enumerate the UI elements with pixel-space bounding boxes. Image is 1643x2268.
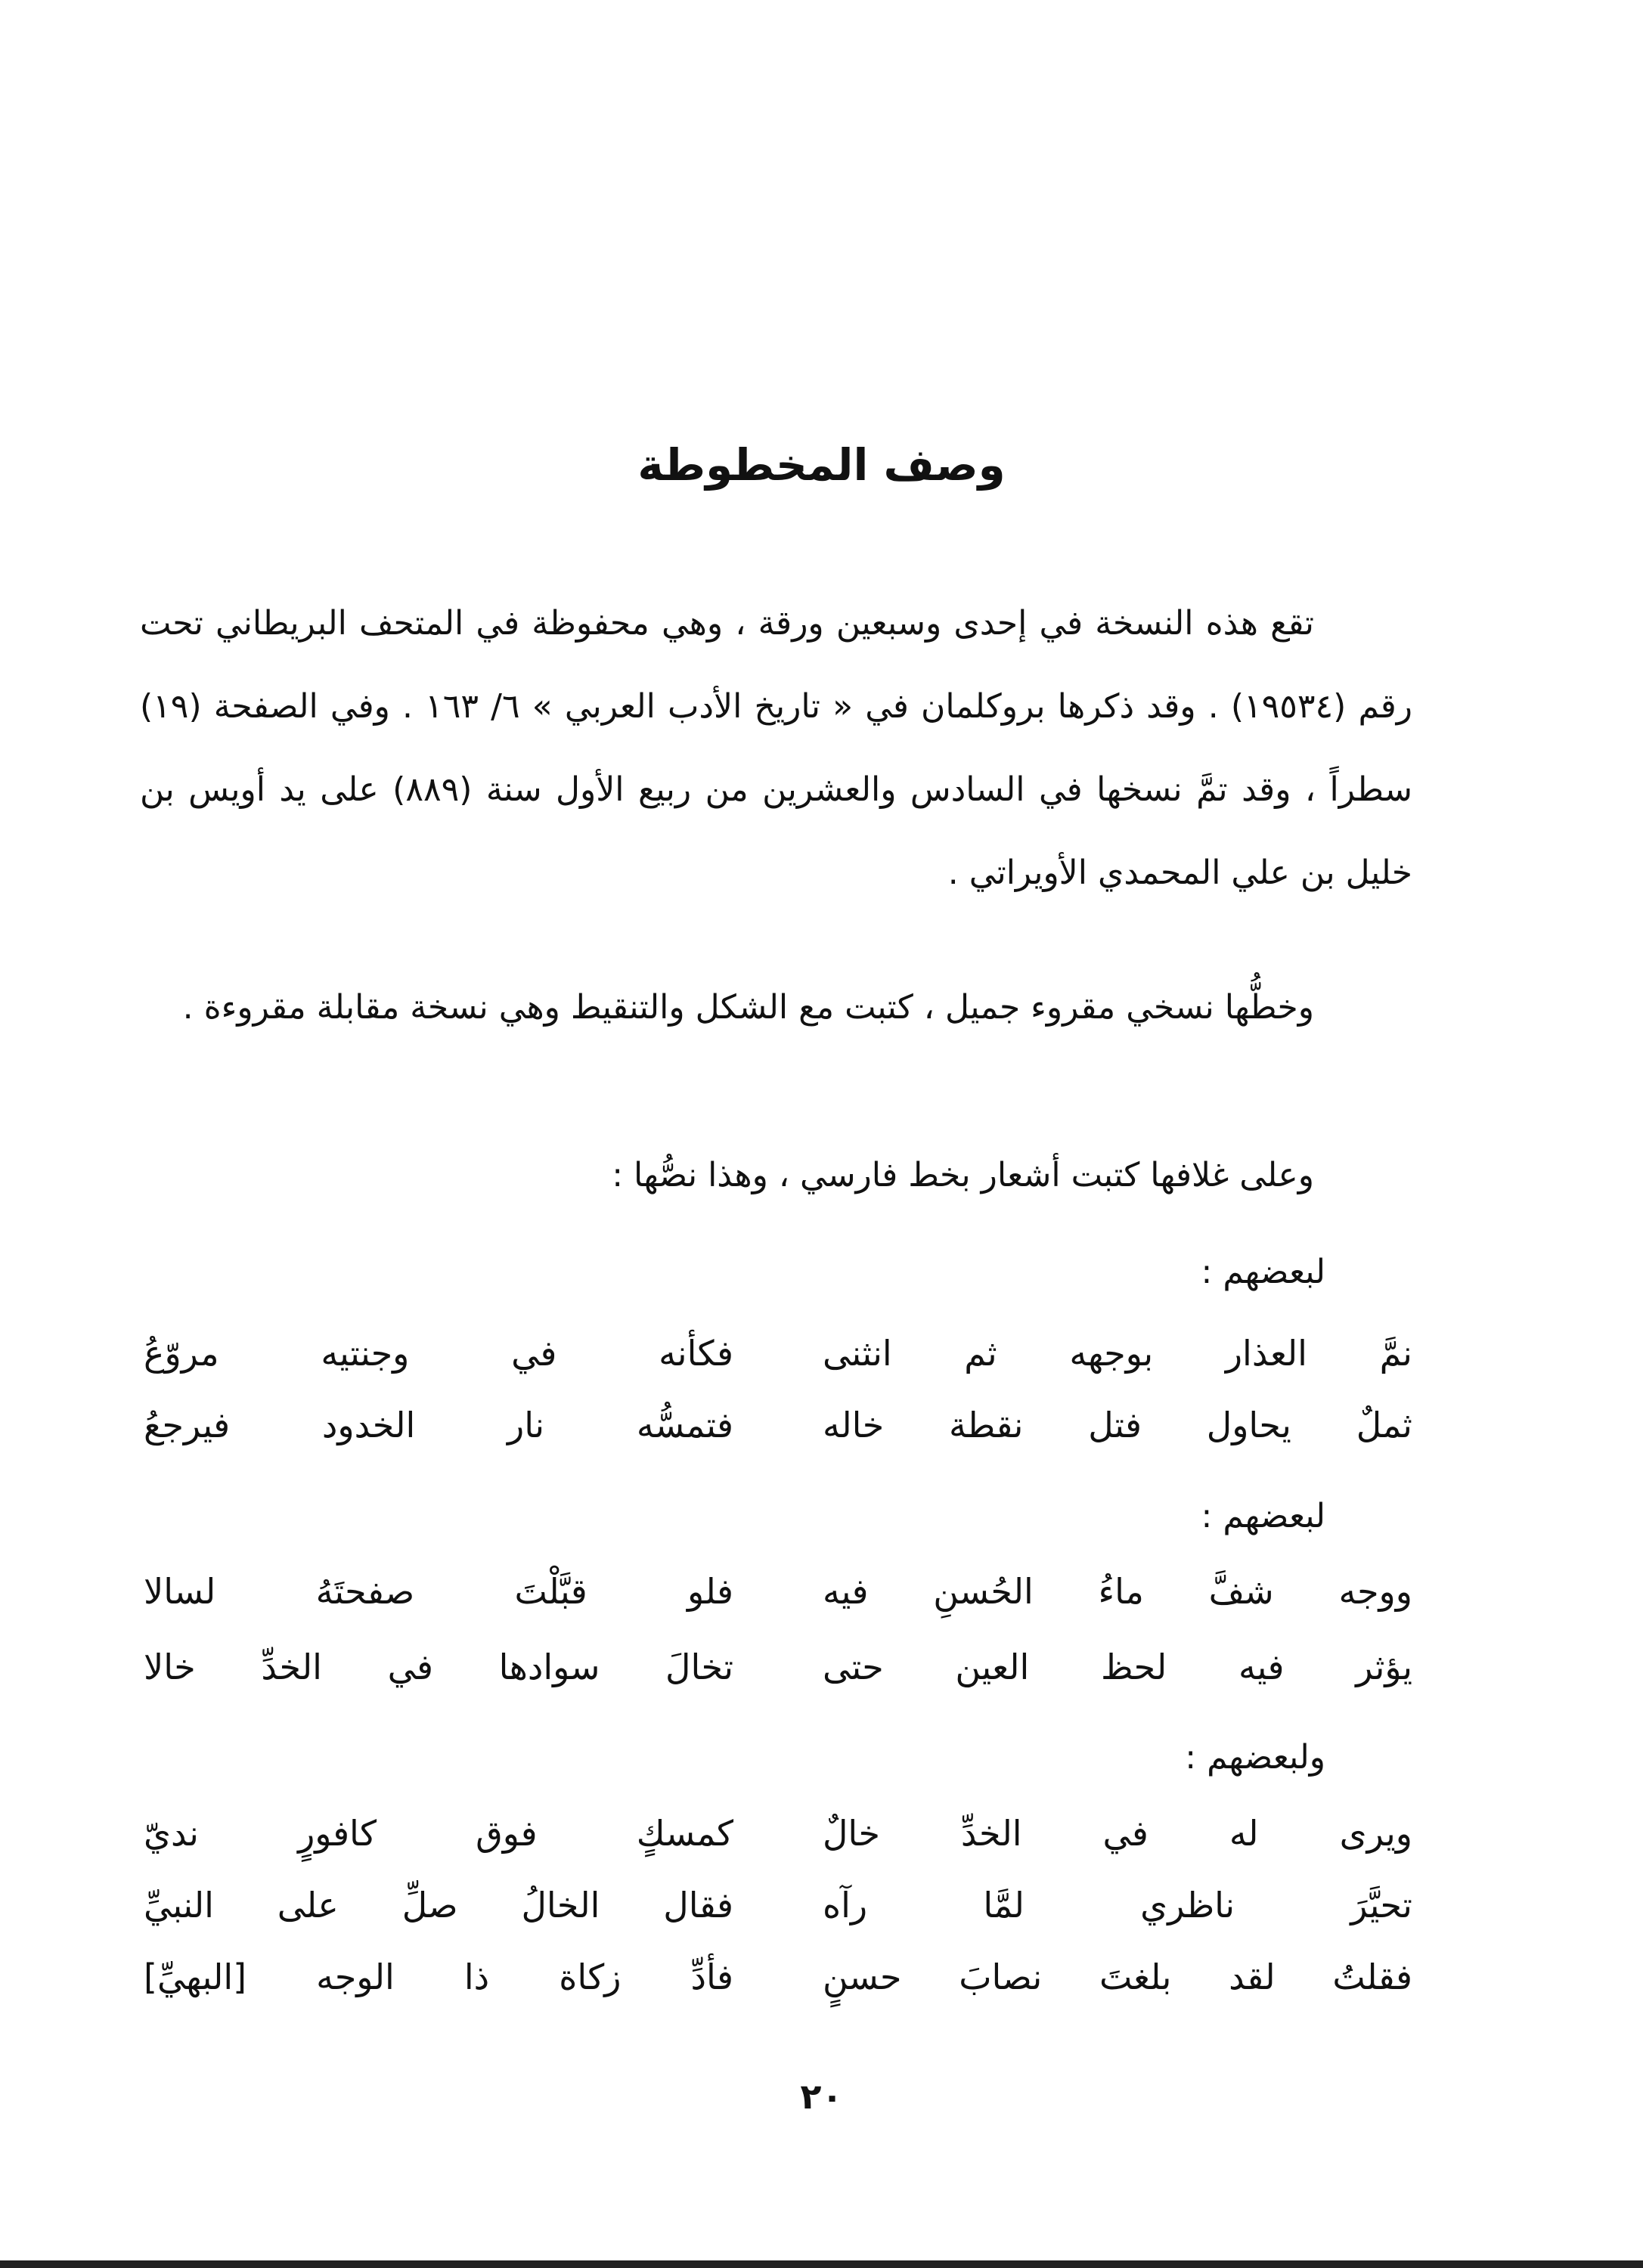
verse-first-hemistich: ووجه شفَّ ماءُ الحُسنِ فيه <box>823 1571 1412 1612</box>
scan-bottom-edge <box>0 2260 1643 2268</box>
verse-first-hemistich: يؤثر فيه لحظ العين حتى <box>823 1647 1412 1687</box>
verse-first-hemistich: نمَّ العذار بوجهه ثم انثنى <box>823 1333 1412 1374</box>
poem-attribution-1: لبعضهم : <box>1201 1253 1325 1291</box>
verse-second-hemistich: فأدِّ زكاة ذا الوجه [البهيِّ] <box>144 1957 733 1997</box>
verse-second-hemistich: فتمسُّه نار الخدود فيرجعُ <box>144 1405 733 1445</box>
verse-line <box>144 1633 1412 1701</box>
verse-first-hemistich: ثملٌ يحاول فتل نقطة خاله <box>823 1405 1412 1445</box>
verse-line <box>144 1943 1412 2011</box>
verse-second-hemistich: تخالَ سوادها في الخدِّ خالا <box>144 1647 733 1687</box>
verse-line <box>144 1557 1412 1625</box>
poem-attribution-3: ولبعضهم : <box>1185 1738 1325 1777</box>
page-number: ٢٠ <box>800 2076 843 2117</box>
verse-second-hemistich: فلو قبَّلْتَ صفحتَهُ لسالا <box>144 1571 733 1612</box>
page-title: وصف المخطوطة <box>637 439 1006 491</box>
verse-second-hemistich: كمسكٍ فوق كافورٍ نديّ <box>144 1813 733 1854</box>
verse-line <box>144 1871 1412 1939</box>
poem-attribution-2: لبعضهم : <box>1201 1497 1325 1535</box>
verse-second-hemistich: فقال الخالُ صلِّ على النبيِّ <box>144 1885 733 1926</box>
verse-line <box>144 1319 1412 1387</box>
verse-second-hemistich: فكأنه في وجنتيه مروّعُ <box>144 1333 733 1374</box>
paragraph-manuscript-location: تقع هذه النسخة في إحدى وسبعين ورقة ، وهي محفوظة في المتحف البريطاني تحت رقم (١٩٥٣٤) . وقد ذكرها بروكلمان في « تاريخ الأدب العربي » ٦/ ١٦٣ . وفي الصفحة (١٩) سطراً ، وقد تمَّ نسخها في السادس والعشرين من ربيع الأول سنة (٨٨٩) على يد أويس بن خليل بن علي المحمدي الأويراتي . <box>140 604 1413 892</box>
verse-first-hemistich: تحيَّرَ ناظري لمَّا رآه <box>823 1885 1412 1926</box>
verse-first-hemistich: فقلتُ لقد بلغتَ نصابَ حسنٍ <box>823 1957 1412 1997</box>
verse-line <box>144 1391 1412 1459</box>
paragraph-script-description: وخطُّها نسخي مقروء جميل ، كتبت مع الشكل والتنقيط وهي نسخة مقابلة مقروءة . <box>182 988 1314 1027</box>
verse-first-hemistich: ويرى له في الخدِّ خالٌ <box>823 1813 1412 1854</box>
paragraph-cover-poems-intro: وعلى غلافها كتبت أشعار بخط فارسي ، وهذا نصُّها : <box>612 1156 1314 1194</box>
verse-line <box>144 1799 1412 1867</box>
